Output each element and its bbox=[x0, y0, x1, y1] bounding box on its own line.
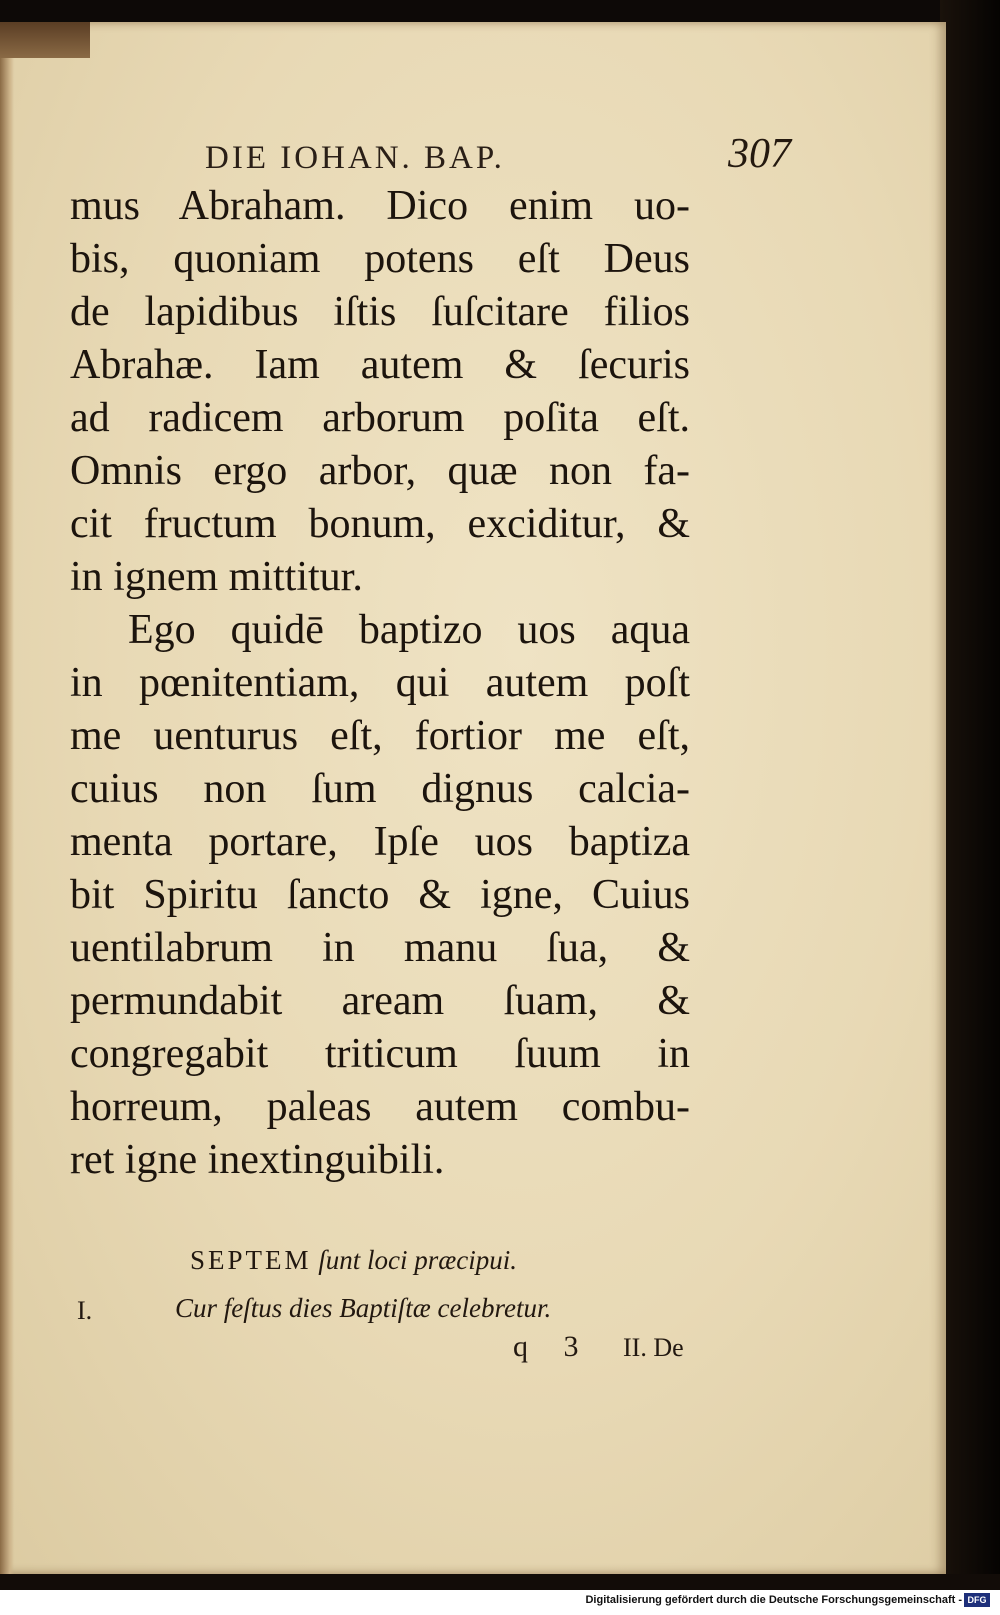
text-line: bis, quoniam potens eſt Deus bbox=[70, 236, 690, 282]
text-line: ret igne inextinguibili. bbox=[70, 1137, 445, 1183]
text-line: de lapidibus iſtis ſuſcitare filios bbox=[70, 289, 690, 335]
dfg-logo: DFG bbox=[964, 1593, 990, 1607]
page-spine-shadow bbox=[0, 22, 14, 1574]
topics-heading-rest: ſunt loci præcipui. bbox=[318, 1245, 518, 1275]
text-line: uentilabrum in manu ſua, & bbox=[70, 925, 690, 971]
text-line: in pœnitentiam, qui autem poſt bbox=[70, 660, 690, 706]
text-line: me uenturus eſt, fortior me eſt, bbox=[70, 713, 690, 759]
dfg-credit-text: Digitalisierung gefördert durch die Deutsche Forschungsgemeinschaft - bbox=[585, 1594, 962, 1606]
topics-heading bbox=[190, 1245, 517, 1276]
text-line: in ignem mittitur. bbox=[70, 554, 363, 600]
topic-item-text: Cur feſtus dies Baptiſtæ celebretur. bbox=[175, 1293, 552, 1323]
background-edge bbox=[940, 0, 1000, 1580]
text-line: Abrahæ. Iam autem & ſecuris bbox=[70, 342, 690, 388]
text-line: permundabit aream ſuam, & bbox=[70, 978, 690, 1024]
topics-heading-caps: SEPTEM bbox=[190, 1245, 312, 1275]
topic-item-number: I. bbox=[77, 1296, 93, 1325]
text-line: Omnis ergo arbor, quæ non fa- bbox=[70, 448, 690, 494]
corner-stain bbox=[0, 22, 90, 58]
text-line: horreum, paleas autem combu- bbox=[70, 1084, 690, 1130]
body-text bbox=[70, 180, 690, 1187]
text-line: Ego quidē baptizo uos aqua bbox=[128, 607, 690, 653]
text-line: ad radicem arborum poſita eſt. bbox=[70, 395, 690, 441]
running-head: DIE IOHAN. BAP. bbox=[205, 140, 505, 176]
text-line: mus Abraham. Dico enim uo- bbox=[70, 183, 690, 229]
text-line: congregabit triticum ſuum in bbox=[70, 1031, 690, 1077]
scan-bottom-edge bbox=[0, 1574, 1000, 1590]
text-line: cuius non ſum dignus calcia- bbox=[70, 766, 690, 812]
catchword: II. De bbox=[623, 1333, 684, 1362]
text-line: bit Spiritu ſancto & igne, Cuius bbox=[70, 872, 690, 918]
signature-mark: q 3 bbox=[513, 1330, 593, 1363]
text-line: cit fructum bonum, exciditur, & bbox=[70, 501, 690, 547]
folio-number: 307 bbox=[728, 131, 791, 177]
text-line: menta portare, Ipſe uos baptiza bbox=[70, 819, 690, 865]
